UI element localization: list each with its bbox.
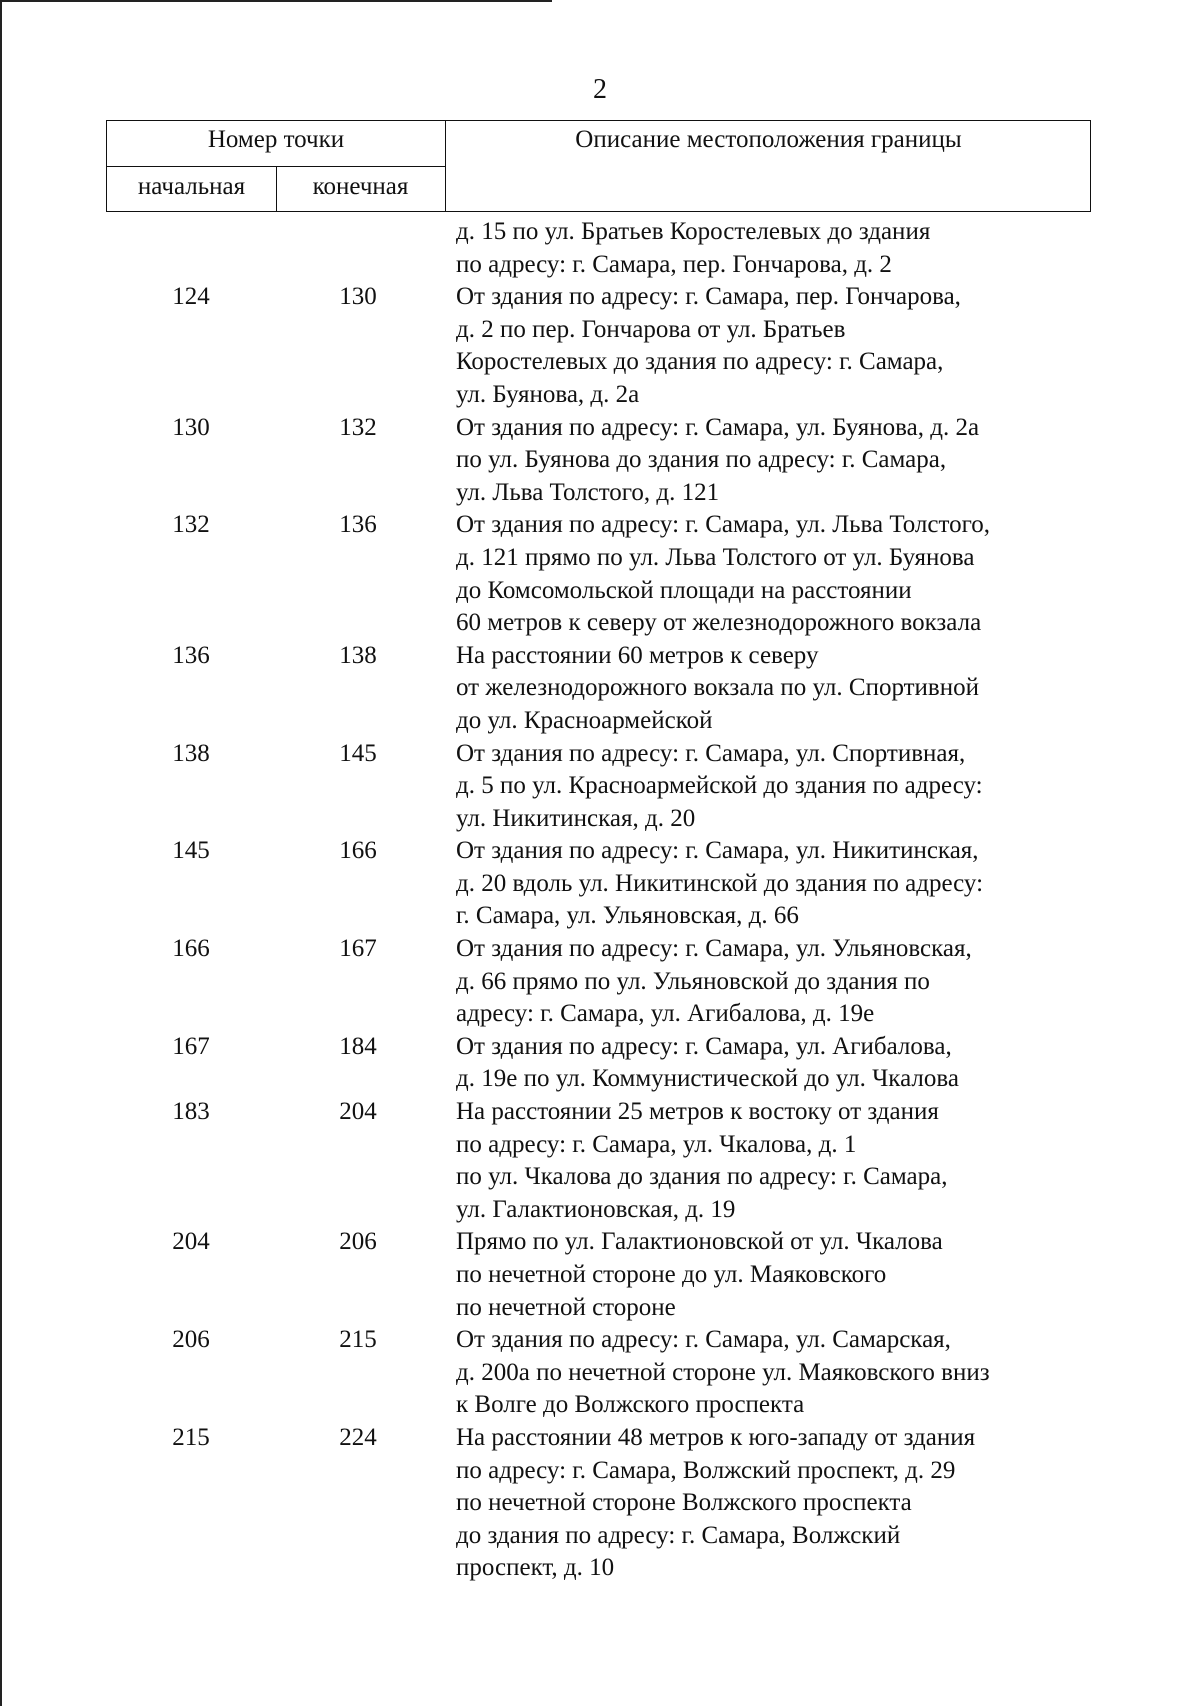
description-line: ул. Никитинская, д. 20 [456, 804, 696, 832]
start-point: 145 [172, 837, 210, 865]
table-row [0, 412, 1200, 510]
start-point: 124 [172, 283, 210, 311]
scan-edge-top [0, 0, 552, 2]
description-line: по нечетной стороне Волжского проспекта [456, 1489, 912, 1517]
start-point: 166 [172, 935, 210, 963]
table-row [0, 1031, 1200, 1096]
end-point: 136 [339, 511, 377, 539]
description-line: д. 121 прямо по ул. Льва Толстого от ул. Буянова [456, 543, 975, 571]
boundary-description [456, 281, 1176, 411]
description-line: От здания по адресу: г. Самара, ул. Самарская, [456, 1326, 951, 1354]
description-line: по нечетной стороне до ул. Маяковского [456, 1261, 887, 1288]
description-line: д. 20 вдоль ул. Никитинской до здания по адресу: [456, 869, 984, 897]
description-line: На расстоянии 60 метров к северу [456, 641, 819, 669]
description-line: к Волге до Волжского проспекта [456, 1391, 805, 1419]
description-line: От здания по адресу: г. Самара, ул. Никитинская, [456, 837, 979, 865]
boundary-description [456, 835, 1176, 933]
end-point: 215 [339, 1326, 377, 1354]
description-line: На расстоянии 48 метров к юго-западу от здания [456, 1423, 976, 1451]
start-point: 167 [172, 1032, 210, 1060]
description-line: от железнодорожного вокзала по ул. Спортивной [456, 674, 979, 702]
description-line: до здания по адресу: г. Самара, Волжский [456, 1521, 901, 1549]
header-start: начальная [137, 173, 246, 200]
start-point: 130 [172, 413, 210, 441]
description-line: ул. Льва Толстого, д. 121 [456, 478, 720, 506]
description-line: по адресу: г. Самара, пер. Гончарова, д. 2 [456, 250, 892, 278]
start-point: 138 [172, 739, 210, 767]
table-row [0, 738, 1200, 836]
description-line: От здания по адресу: г. Самара, ул. Льва Толстого, [456, 511, 990, 539]
description-line: От здания по адресу: г. Самара, ул. Спортивная, [456, 739, 966, 767]
description-line: адресу: г. Самара, ул. Агибалова, д. 19е [456, 1000, 875, 1028]
boundary-description [456, 1096, 1176, 1226]
boundary-description [456, 412, 1176, 510]
start-point: 206 [172, 1326, 210, 1354]
end-point: 206 [339, 1228, 377, 1256]
table-row [0, 1226, 1200, 1324]
boundary-description [456, 738, 1176, 836]
start-point: 204 [172, 1228, 210, 1256]
boundary-description [456, 1422, 1176, 1585]
end-point: 166 [339, 837, 377, 865]
table-row [0, 1422, 1200, 1585]
boundary-description [456, 216, 1176, 281]
boundary-description [456, 509, 1176, 639]
table-row [0, 1324, 1200, 1422]
description-line: На расстоянии 25 метров к востоку от здания [456, 1098, 939, 1126]
table-header [106, 120, 1091, 212]
end-point: 130 [339, 283, 377, 311]
description-line: до Комсомольской площади на расстоянии [456, 576, 912, 604]
description-line: до ул. Красноармейской [456, 706, 713, 734]
start-point: 136 [172, 641, 210, 669]
description-line: От здания по адресу: г. Самара, ул. Ульяновская, [456, 935, 972, 963]
description-line: д. 200а по нечетной стороне ул. Маяковского вниз [456, 1358, 990, 1386]
description-line: д. 19е по ул. Коммунистической до ул. Чкалова [456, 1065, 959, 1093]
description-line: От здания по адресу: г. Самара, пер. Гончарова, [456, 283, 961, 311]
header-description: Описание местоположения границы [575, 126, 962, 153]
boundary-description [456, 1031, 1176, 1096]
description-line: Коростелевых до здания по адресу: г. Самара, [456, 348, 944, 376]
description-line: проспект, д. 10 [456, 1554, 615, 1582]
description-line: ул. Буянова, д. 2а [456, 380, 640, 408]
table-row [0, 933, 1200, 1031]
header-point-number: Номер точки [207, 126, 345, 153]
page-number: 2 [593, 74, 607, 105]
description-line: Прямо по ул. Галактионовской от ул. Чкалова [456, 1228, 943, 1256]
start-point: 215 [172, 1423, 210, 1451]
description-line: по адресу: г. Самара, ул. Чкалова, д. 1 [456, 1130, 857, 1158]
boundary-description [456, 1226, 1176, 1324]
description-line: 60 метров к северу от железнодорожного вокзала [456, 609, 982, 637]
description-line: От здания по адресу: г. Самара, ул. Буянова, д. 2а [456, 413, 980, 441]
description-line: по ул. Буянова до здания по адресу: г. Самара, [456, 446, 947, 474]
description-line: д. 5 по ул. Красноармейской до здания по адресу: [456, 772, 983, 800]
boundary-table-body [0, 216, 1200, 1585]
end-point: 167 [339, 935, 377, 963]
table-row [0, 216, 1200, 281]
table-row [0, 835, 1200, 933]
description-line: ул. Галактионовская, д. 19 [456, 1195, 736, 1223]
header-end: конечная [312, 173, 409, 200]
table-row [0, 640, 1200, 738]
table-row [0, 281, 1200, 411]
boundary-description [456, 640, 1176, 738]
description-line: д. 15 по ул. Братьев Коростелевых до здания [456, 218, 931, 245]
start-point: 132 [172, 511, 210, 539]
end-point: 184 [339, 1032, 377, 1060]
description-line: От здания по адресу: г. Самара, ул. Агибалова, [456, 1032, 952, 1060]
table-row [0, 1096, 1200, 1226]
boundary-description [456, 1324, 1176, 1422]
description-line: по ул. Чкалова до здания по адресу: г. Самара, [456, 1163, 948, 1191]
description-line: по адресу: г. Самара, Волжский проспект, д. 29 [456, 1456, 956, 1484]
description-line: г. Самара, ул. Ульяновская, д. 66 [456, 902, 799, 930]
description-line: д. 66 прямо по ул. Ульяновской до здания по [456, 967, 930, 995]
end-point: 132 [339, 413, 377, 441]
boundary-description [456, 933, 1176, 1031]
table-row [0, 509, 1200, 639]
end-point: 204 [339, 1098, 377, 1126]
end-point: 138 [339, 641, 377, 669]
description-line: д. 2 по пер. Гончарова от ул. Братьев [456, 315, 846, 343]
end-point: 224 [339, 1423, 377, 1451]
end-point: 145 [339, 739, 377, 767]
description-line: по нечетной стороне [456, 1293, 676, 1321]
start-point: 183 [172, 1098, 210, 1126]
